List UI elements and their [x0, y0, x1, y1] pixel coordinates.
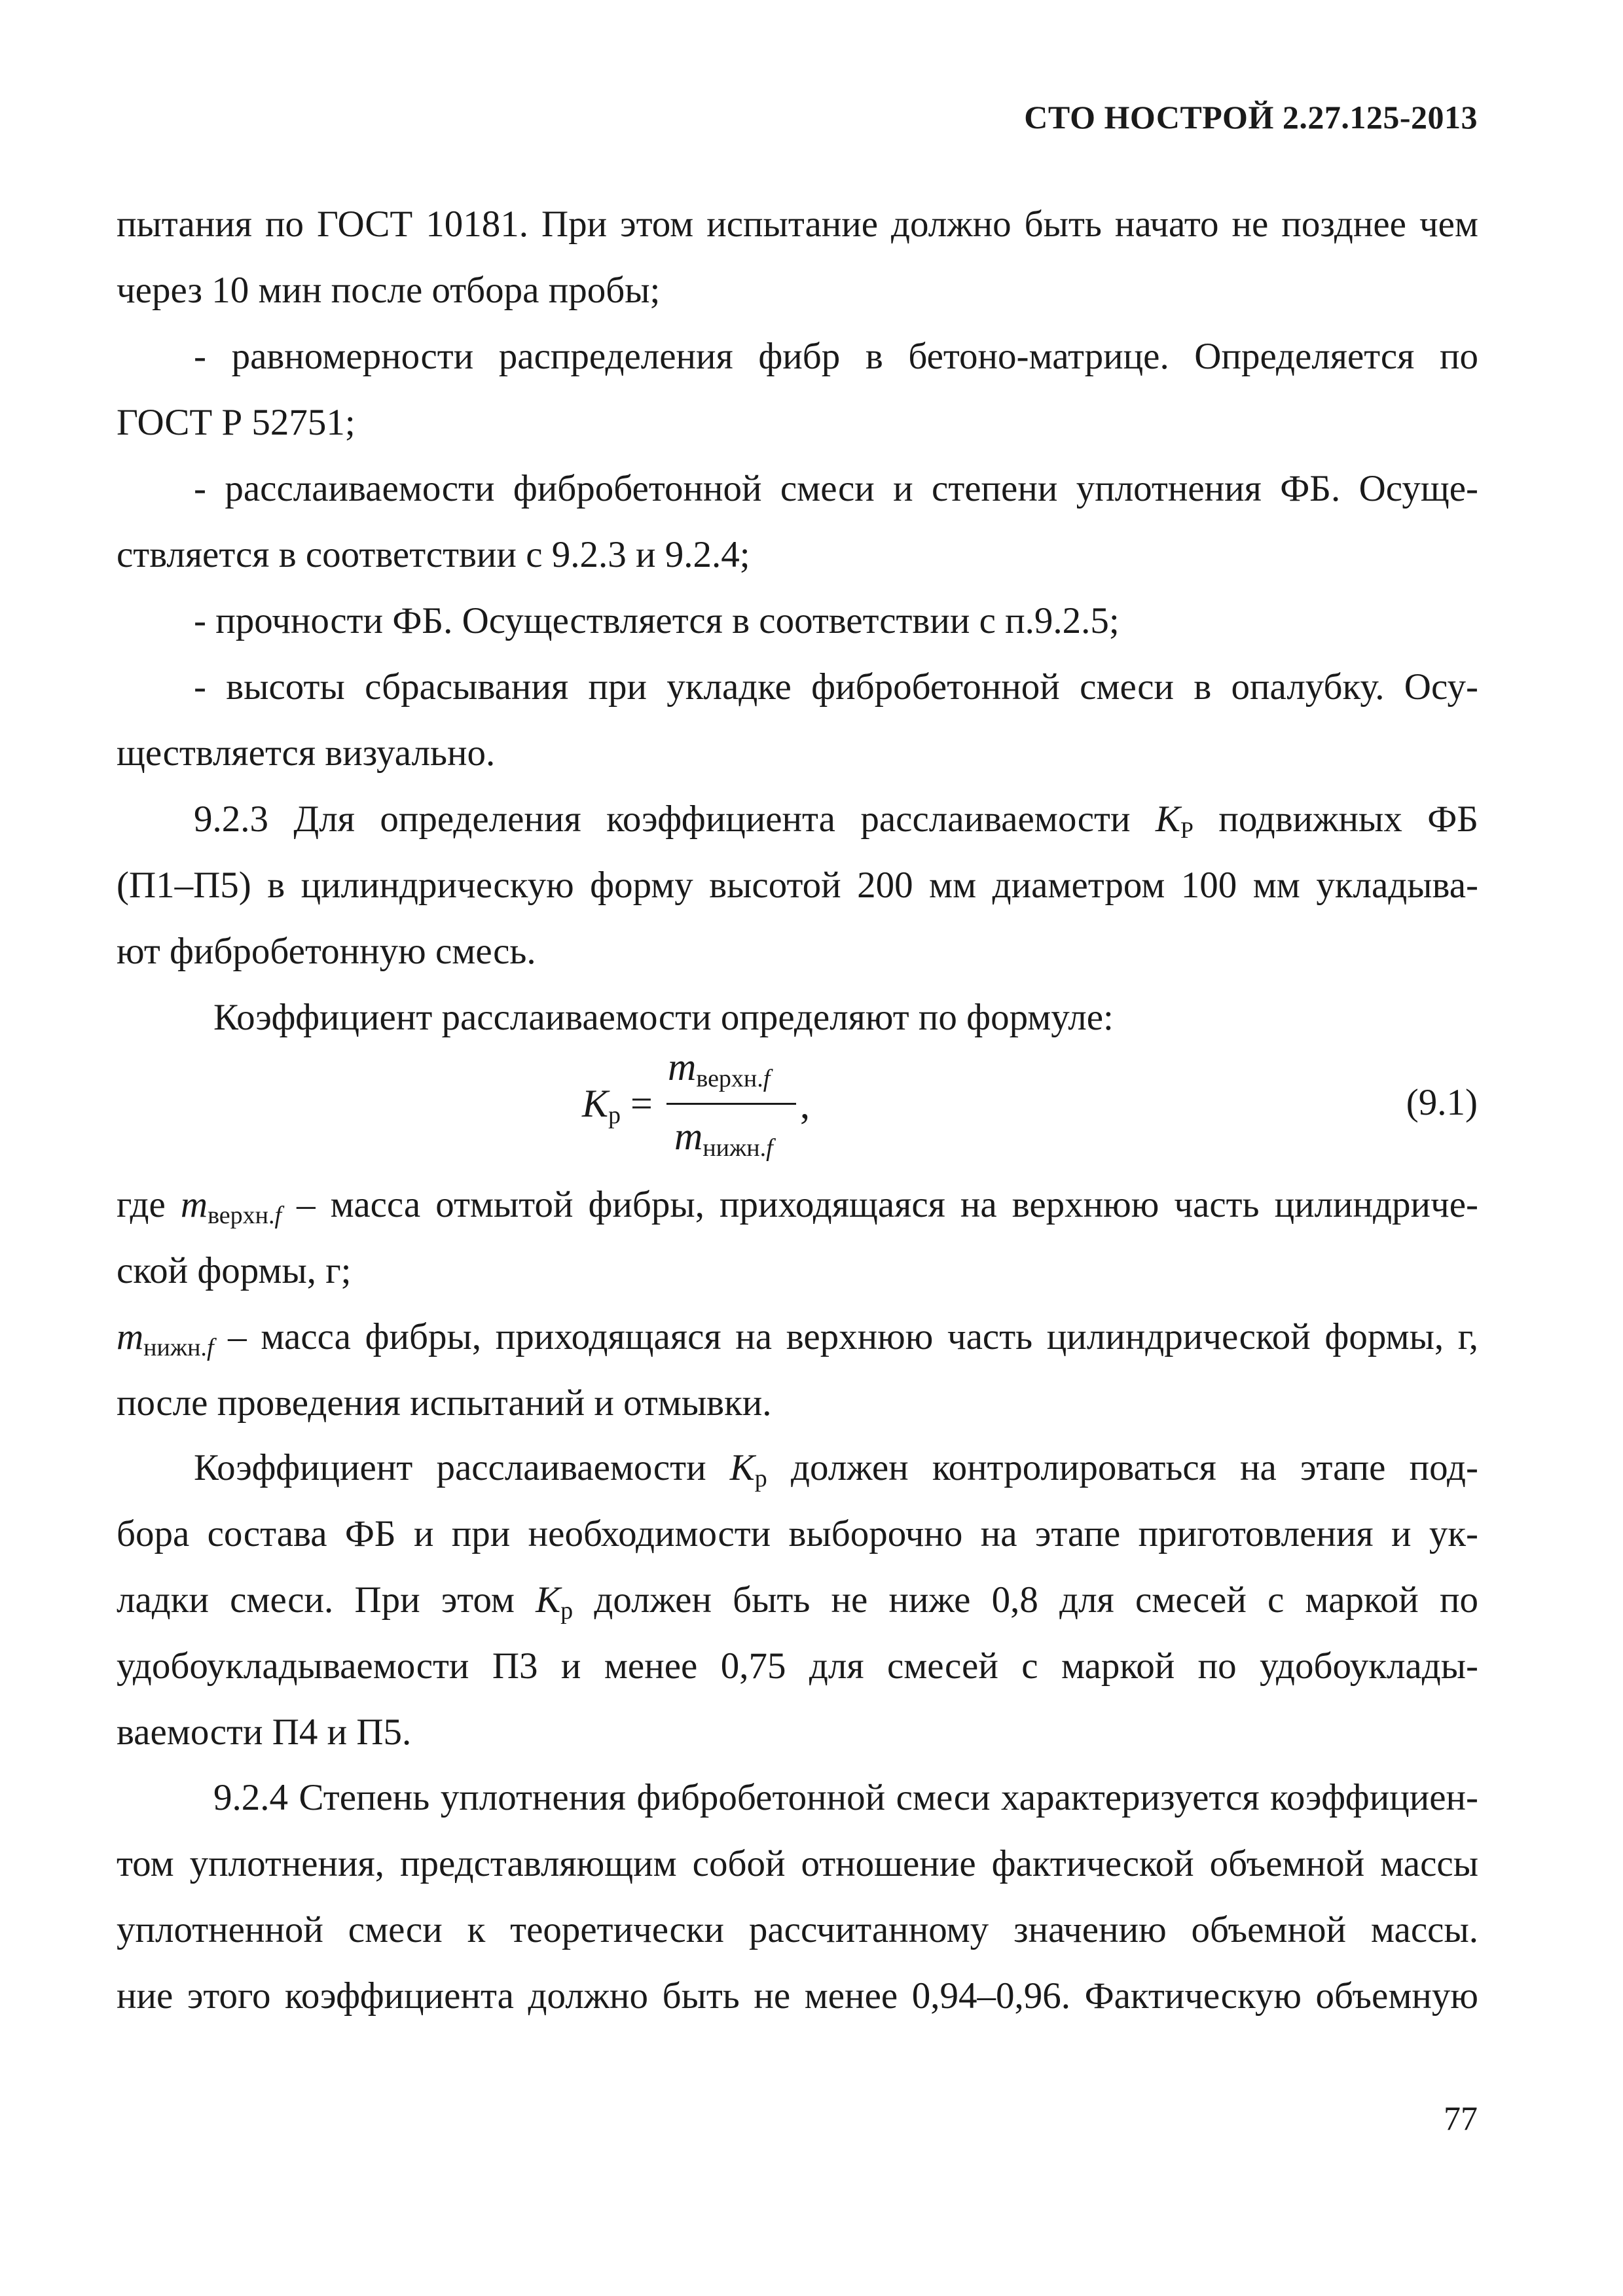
text-line: ГОСТ Р 52751; [117, 402, 356, 443]
text-line [117, 786, 1478, 852]
text-line: где $m_{верхн.f}$ – масса отмытой фибры, приходящаяся на верхнюю часть цилиндриче- [117, 1184, 1478, 1229]
text-line: - расслаиваемости фибробетонной смеси и степени уплотнения ФБ. Осуще- [194, 468, 1478, 509]
formula-k-symbol: K [582, 1082, 609, 1125]
text-line: ние этого коэффициента должно быть не менее 0,94–0,96. Фактическую объемную [117, 1975, 1478, 2017]
formula-number: (9.1) [1406, 1082, 1478, 1123]
text-line: (П1–П5) в цилиндрическую форму высотой 200 мм диаметром 100 мм укладыва- [117, 865, 1478, 906]
formula-comma: , [800, 1083, 810, 1126]
text-line: после проведения испытаний и отмывки. [117, 1382, 772, 1424]
numerator-m-symbol: m [668, 1045, 697, 1088]
formula-denominator [674, 1114, 773, 1162]
text-line: пытания по ГОСТ 10181. При этом испытание должно быть начато не позднее чем [117, 204, 1478, 245]
text-line: бора состава ФБ и при необходимости выборочно на этапе приготовления и ук- [117, 1513, 1478, 1554]
text-line: - прочности ФБ. Осуществляется в соответствии с п.9.2.5; [194, 600, 1120, 641]
text-line: ладки смеси. При этом $K_р$ должен быть не ниже 0,8 для смесей с маркой по [117, 1579, 1478, 1624]
kp-symbol: K [1155, 798, 1180, 840]
text-line: ществляется визуально. [117, 732, 496, 774]
formula-9-1 [0, 1041, 1623, 1165]
text-line: через 10 мин после отбора пробы; [117, 270, 661, 311]
text-line: Коэффициент расслаиваемости определяют по формуле: [213, 997, 1114, 1038]
page-number: 77 [1444, 2100, 1478, 2138]
text-line: $m_{нижн.f}$ – масса фибры, приходящаяся на верхнюю часть цилиндрической формы, г, [117, 1316, 1478, 1361]
paragraph-block-1 [117, 191, 1478, 1050]
text-line: уплотненной смеси к теоретически рассчитанному значению объемной массы. [117, 1909, 1478, 1950]
text-line: ют фибробетонную смесь. [117, 931, 536, 972]
text-line: - равномерности распределения фибр в бетоно-матрице. Определяется по [194, 336, 1478, 377]
fraction-bar [666, 1103, 796, 1105]
text-line: 9.2.4 Степень уплотнения фибробетонной смеси характеризуется коэффициен- [213, 1777, 1478, 1818]
paragraph-block-4 [117, 1765, 1478, 2029]
text-line: Коэффициент расслаиваемости $K_р$ должен контролироваться на этапе под- [194, 1447, 1478, 1492]
paragraph-block-2 [117, 1172, 1478, 1436]
numerator-subscript: верхн.f [696, 1065, 771, 1092]
text-fragment: подвижных ФБ [1193, 798, 1478, 840]
kp-subscript: Р [1180, 817, 1194, 843]
formula-k-subscript: р [608, 1102, 621, 1129]
denominator-subscript: нижн.f [702, 1134, 773, 1162]
document-header: СТО НОСТРОЙ 2.27.125-2013 [1024, 99, 1478, 135]
text-line: ваемости П4 и П5. [117, 1712, 412, 1753]
text-fragment: 9.2.3 Для определения коэффициента расслаиваемости [194, 798, 1156, 840]
text-line: - высоты сбрасывания при укладке фибробетонной смеси в опалубку. Осу- [194, 666, 1478, 708]
denominator-m-symbol: m [674, 1115, 703, 1158]
paragraph-block-3 [117, 1435, 1478, 1765]
formula-numerator [668, 1045, 770, 1090]
formula-equals: = [630, 1082, 653, 1125]
text-line: удобоукладываемости П3 и менее 0,75 для смесей с маркой по удобоуклады- [117, 1645, 1478, 1687]
text-line: ствляется в соответствии с 9.2.3 и 9.2.4; [117, 534, 750, 575]
formula-lhs [582, 1081, 653, 1129]
text-line: ской формы, г; [117, 1250, 352, 1291]
text-line: том уплотнения, представляющим собой отношение фактической объемной массы [117, 1843, 1478, 1884]
